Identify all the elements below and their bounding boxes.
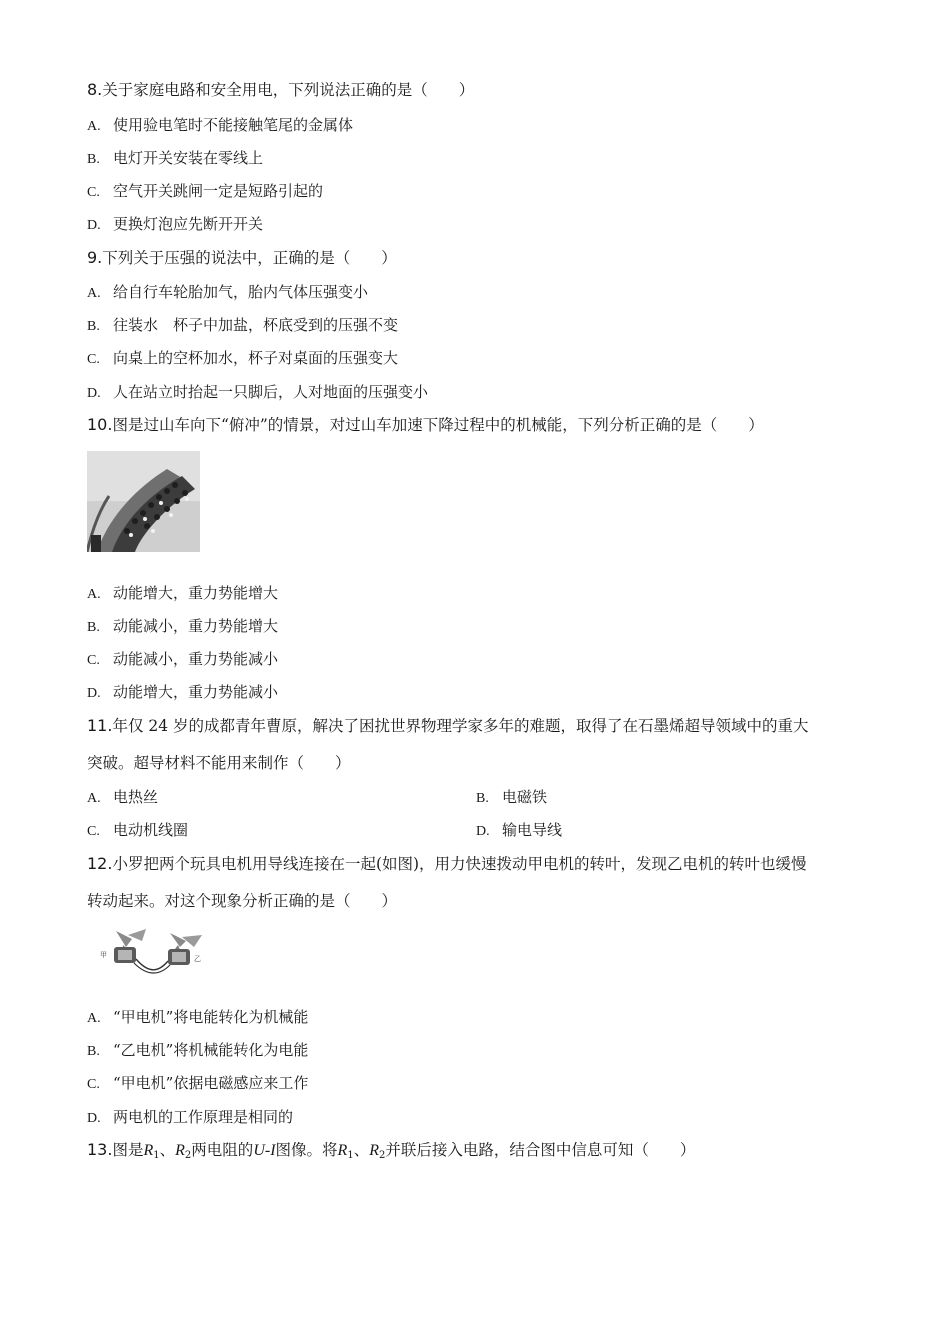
question-number: 12. <box>87 854 113 873</box>
question-number: 11. <box>87 716 113 735</box>
r-symbol: R <box>369 1142 379 1159</box>
option-a <box>87 282 368 304</box>
option-text: 动能减小，重力势能减小 <box>113 650 279 668</box>
two-motors-figure <box>98 925 210 977</box>
question-12-continued <box>87 891 397 911</box>
option-text: “甲电机”依据电磁感应来工作 <box>113 1074 309 1092</box>
option-letter: C. <box>87 824 100 839</box>
option-text: 动能增大，重力势能减小 <box>113 683 279 701</box>
resistor-r2 <box>175 1142 185 1159</box>
option-c <box>87 348 398 370</box>
option-letter: B. <box>87 319 100 334</box>
option-letter: D. <box>476 824 490 839</box>
option-letter: C. <box>87 653 100 668</box>
option-d <box>476 820 562 842</box>
subscript-2: 2 <box>184 1150 192 1161</box>
option-b <box>87 1040 308 1062</box>
option-letter: D. <box>87 686 101 701</box>
resistor-r1 <box>143 1142 153 1159</box>
option-text: 两电机的工作原理是相同的 <box>113 1108 294 1126</box>
option-text: 动能增大，重力势能增大 <box>113 584 279 602</box>
question-9 <box>87 248 397 268</box>
option-c <box>87 1073 308 1095</box>
subscript-1: 1 <box>153 1150 160 1161</box>
motor-label-jia: 甲 <box>100 951 107 959</box>
question-number: 10. <box>87 415 113 434</box>
option-text: 输电导线 <box>502 821 563 839</box>
option-letter: B. <box>87 1044 100 1059</box>
option-b <box>87 148 263 170</box>
option-d <box>87 682 278 704</box>
option-text: 电灯开关安装在零线上 <box>113 149 264 167</box>
option-d <box>87 1107 293 1129</box>
option-b <box>87 616 278 638</box>
r-symbol: R <box>175 1142 185 1159</box>
option-letter: D. <box>87 218 101 233</box>
option-a <box>87 787 158 809</box>
u-i-label: U-I <box>253 1142 276 1159</box>
option-letter: A. <box>87 286 101 301</box>
stem-text-3: 图像。将 <box>275 1141 338 1159</box>
option-text: 空气开关跳闸一定是短路引起的 <box>113 182 324 200</box>
option-letter: A. <box>87 587 101 602</box>
question-8 <box>87 80 474 100</box>
question-13 <box>87 1140 695 1166</box>
option-letter: A. <box>87 791 101 806</box>
option-text: 使用验电笔时不能接触笔尾的金属体 <box>113 116 354 134</box>
option-c <box>87 181 323 203</box>
option-d <box>87 382 428 404</box>
option-text: 向桌上的空杯加水，杯子对桌面的压强变大 <box>113 349 399 367</box>
option-letter: C. <box>87 1077 100 1092</box>
question-stem-line-2: 突破。超导材料不能用来制作（ ） <box>87 754 351 772</box>
option-letter: D. <box>87 386 101 401</box>
question-stem-line-1: 年仅 24 岁的成都青年曹原，解决了困扰世界物理学家多年的难题，取得了在石墨烯超导领域中的重大 <box>112 717 809 735</box>
option-d <box>87 214 263 236</box>
option-text: 电热丝 <box>113 788 159 806</box>
question-10 <box>87 415 764 435</box>
option-text: “乙电机”将机械能转化为电能 <box>113 1041 309 1059</box>
question-number: 9. <box>87 248 103 267</box>
option-letter: B. <box>476 791 489 806</box>
option-c <box>87 820 188 842</box>
option-text: 电动机线圈 <box>113 821 189 839</box>
option-letter: A. <box>87 119 101 134</box>
question-number: 8. <box>87 80 103 99</box>
option-text: 给自行车轮胎加气，胎内气体压强变小 <box>113 283 369 301</box>
stem-text-1: 图是 <box>112 1141 144 1159</box>
subscript-2: 2 <box>379 1150 386 1161</box>
resistor-r1 <box>338 1142 348 1159</box>
separator: 、 <box>353 1141 370 1159</box>
option-text: 人在站立时抬起一只脚后，人对地面的压强变小 <box>113 383 429 401</box>
option-a <box>87 1007 308 1029</box>
question-12 <box>87 854 807 874</box>
option-b <box>87 315 398 337</box>
option-text: 更换灯泡应先断开开关 <box>113 215 264 233</box>
resistor-r2 <box>369 1142 379 1159</box>
option-letter: B. <box>87 152 100 167</box>
option-a <box>87 583 278 605</box>
question-number: 13. <box>87 1140 113 1159</box>
question-11-continued <box>87 753 351 773</box>
r-symbol: R <box>337 1142 348 1159</box>
option-text: 动能减小，重力势能增大 <box>113 617 279 635</box>
motor-label-yi: 乙 <box>194 955 201 963</box>
option-letter: C. <box>87 352 100 367</box>
question-stem: 关于家庭电路和安全用电，下列说法正确的是（ ） <box>102 81 475 99</box>
roller-coaster-photo <box>87 451 200 552</box>
option-c <box>87 649 278 671</box>
option-letter: D. <box>87 1111 101 1126</box>
question-stem: 图是过山车向下“俯冲”的情景，对过山车加速下降过程中的机械能，下列分析正确的是（ ） <box>112 416 764 434</box>
option-text: “甲电机”将电能转化为机械能 <box>113 1008 309 1026</box>
stem-text-4: 并联后接入电路，结合图中信息可知（ ） <box>385 1141 696 1159</box>
subscript-1: 1 <box>347 1150 354 1161</box>
question-stem-line-1: 小罗把两个玩具电机用导线连接在一起(如图)，用力快速拨动甲电机的转叶，发现乙电机的转叶也缓慢 <box>112 855 807 873</box>
r-symbol: R <box>143 1142 154 1159</box>
option-letter: A. <box>87 1011 101 1026</box>
question-stem: 下列关于压强的说法中，正确的是（ ） <box>102 249 397 267</box>
option-letter: B. <box>87 620 100 635</box>
stem-text-2: 两电阻的 <box>191 1141 254 1159</box>
option-letter: C. <box>87 185 100 200</box>
separator: 、 <box>159 1141 176 1159</box>
question-11 <box>87 716 809 736</box>
option-a <box>87 115 353 137</box>
option-text: 电磁铁 <box>502 788 548 806</box>
option-b <box>476 787 547 809</box>
option-text: 往装水 杯子中加盐，杯底受到的压强不变 <box>113 316 399 334</box>
question-stem-line-2: 转动起来。对这个现象分析正确的是（ ） <box>87 892 398 910</box>
